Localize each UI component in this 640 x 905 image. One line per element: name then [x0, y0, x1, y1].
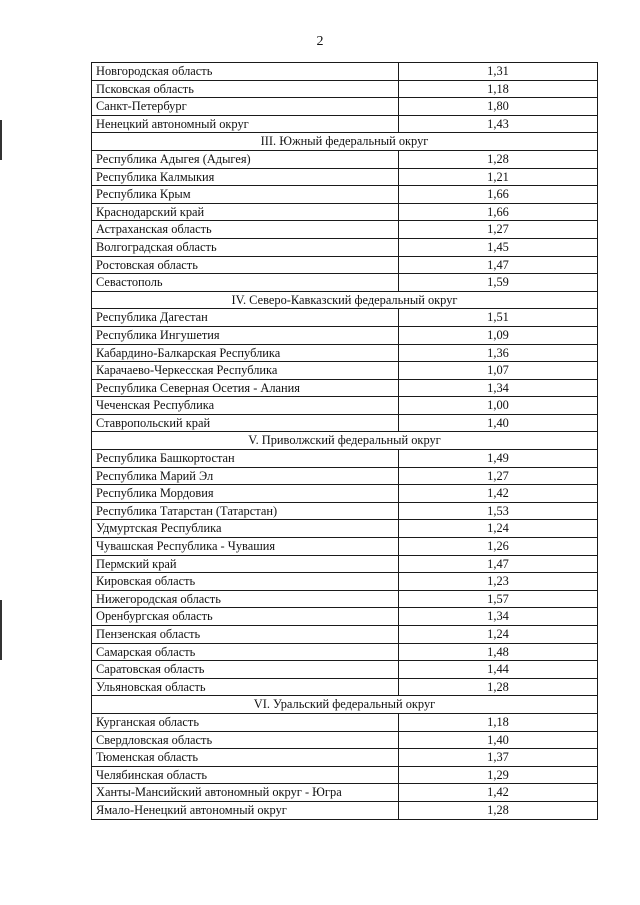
section-title: III. Южный федеральный округ: [92, 133, 598, 151]
table-row: [92, 661, 598, 679]
region-name-cell: Ненецкий автономный округ: [92, 115, 399, 133]
coefficient-value-cell: 1,49: [399, 450, 598, 468]
table-row: [92, 502, 598, 520]
table-row: [92, 150, 598, 168]
table-row: [92, 397, 598, 415]
table-row: [92, 485, 598, 503]
coefficient-value-cell: 1,57: [399, 590, 598, 608]
region-name-cell: Ханты-Мансийский автономный округ - Югра: [92, 784, 399, 802]
coefficient-table: [91, 62, 598, 820]
table-row: [92, 326, 598, 344]
table-row: [92, 573, 598, 591]
table-row: [92, 186, 598, 204]
region-name-cell: Ямало-Ненецкий автономный округ: [92, 801, 399, 819]
region-name-cell: Санкт-Петербург: [92, 98, 399, 116]
table-row: [92, 608, 598, 626]
table-row: [92, 98, 598, 116]
region-name-cell: Оренбургская область: [92, 608, 399, 626]
table-row: [92, 450, 598, 468]
region-name-cell: Ростовская область: [92, 256, 399, 274]
region-name-cell: Тюменская область: [92, 749, 399, 767]
table-row: [92, 467, 598, 485]
table-row: [92, 801, 598, 819]
coefficient-value-cell: 1,28: [399, 150, 598, 168]
region-name-cell: Республика Адыгея (Адыгея): [92, 150, 399, 168]
coefficient-value-cell: 1,26: [399, 538, 598, 556]
table-row: [92, 362, 598, 380]
region-name-cell: Новгородская область: [92, 63, 399, 81]
region-name-cell: Кировская область: [92, 573, 399, 591]
region-name-cell: Волгоградская область: [92, 238, 399, 256]
coefficient-value-cell: 1,47: [399, 555, 598, 573]
coefficient-value-cell: 1,42: [399, 784, 598, 802]
table-body: [92, 63, 598, 820]
table-row: [92, 784, 598, 802]
region-name-cell: Краснодарский край: [92, 203, 399, 221]
coefficient-value-cell: 1,34: [399, 379, 598, 397]
region-name-cell: Чеченская Республика: [92, 397, 399, 415]
table-row: [92, 344, 598, 362]
region-name-cell: Чувашская Республика - Чувашия: [92, 538, 399, 556]
coefficient-value-cell: 1,31: [399, 63, 598, 81]
coefficient-value-cell: 1,29: [399, 766, 598, 784]
coefficient-value-cell: 1,24: [399, 626, 598, 644]
region-name-cell: Челябинская область: [92, 766, 399, 784]
region-name-cell: Карачаево-Черкесская Республика: [92, 362, 399, 380]
region-name-cell: Республика Дагестан: [92, 309, 399, 327]
coefficient-value-cell: 1,24: [399, 520, 598, 538]
region-name-cell: Саратовская область: [92, 661, 399, 679]
region-name-cell: Псковская область: [92, 80, 399, 98]
region-name-cell: Республика Марий Эл: [92, 467, 399, 485]
region-name-cell: Пермский край: [92, 555, 399, 573]
coefficient-value-cell: 1,44: [399, 661, 598, 679]
section-header-row: [92, 291, 598, 309]
table-row: [92, 221, 598, 239]
coefficient-value-cell: 1,45: [399, 238, 598, 256]
coefficient-value-cell: 1,34: [399, 608, 598, 626]
region-name-cell: Нижегородская область: [92, 590, 399, 608]
scan-edge-mark: [0, 600, 2, 660]
coefficient-value-cell: 1,48: [399, 643, 598, 661]
coefficient-value-cell: 1,28: [399, 801, 598, 819]
table-row: [92, 203, 598, 221]
region-name-cell: Ставропольский край: [92, 414, 399, 432]
table-row: [92, 309, 598, 327]
table-row: [92, 115, 598, 133]
region-name-cell: Республика Калмыкия: [92, 168, 399, 186]
coefficient-value-cell: 1,40: [399, 414, 598, 432]
table-row: [92, 168, 598, 186]
coefficient-value-cell: 1,18: [399, 80, 598, 98]
coefficient-value-cell: 1,40: [399, 731, 598, 749]
coefficient-value-cell: 1,09: [399, 326, 598, 344]
region-name-cell: Ульяновская область: [92, 678, 399, 696]
table-row: [92, 256, 598, 274]
region-name-cell: Республика Ингушетия: [92, 326, 399, 344]
page-number: 2: [316, 34, 324, 49]
region-name-cell: Удмуртская Республика: [92, 520, 399, 538]
table-row: [92, 63, 598, 81]
region-name-cell: Республика Северная Осетия - Алания: [92, 379, 399, 397]
scan-edge-mark: [0, 120, 2, 160]
region-name-cell: Пензенская область: [92, 626, 399, 644]
coefficient-table-container: [91, 62, 598, 820]
coefficient-value-cell: 1,36: [399, 344, 598, 362]
region-name-cell: Республика Татарстан (Татарстан): [92, 502, 399, 520]
table-row: [92, 555, 598, 573]
table-row: [92, 731, 598, 749]
table-row: [92, 274, 598, 292]
section-title: VI. Уральский федеральный округ: [92, 696, 598, 714]
coefficient-value-cell: 1,66: [399, 203, 598, 221]
coefficient-value-cell: 1,28: [399, 678, 598, 696]
table-row: [92, 749, 598, 767]
table-row: [92, 379, 598, 397]
section-title: IV. Северо-Кавказский федеральный округ: [92, 291, 598, 309]
section-header-row: [92, 133, 598, 151]
table-row: [92, 538, 598, 556]
table-row: [92, 626, 598, 644]
table-row: [92, 590, 598, 608]
coefficient-value-cell: 1,66: [399, 186, 598, 204]
coefficient-value-cell: 1,21: [399, 168, 598, 186]
coefficient-value-cell: 1,18: [399, 713, 598, 731]
region-name-cell: Астраханская область: [92, 221, 399, 239]
table-row: [92, 414, 598, 432]
coefficient-value-cell: 1,07: [399, 362, 598, 380]
coefficient-value-cell: 1,59: [399, 274, 598, 292]
table-row: [92, 520, 598, 538]
section-header-row: [92, 696, 598, 714]
section-header-row: [92, 432, 598, 450]
coefficient-value-cell: 1,23: [399, 573, 598, 591]
coefficient-value-cell: 1,42: [399, 485, 598, 503]
region-name-cell: Свердловская область: [92, 731, 399, 749]
section-title: V. Приволжский федеральный округ: [92, 432, 598, 450]
region-name-cell: Курганская область: [92, 713, 399, 731]
table-row: [92, 713, 598, 731]
coefficient-value-cell: 1,80: [399, 98, 598, 116]
coefficient-value-cell: 1,51: [399, 309, 598, 327]
table-row: [92, 766, 598, 784]
coefficient-value-cell: 1,27: [399, 221, 598, 239]
coefficient-value-cell: 1,37: [399, 749, 598, 767]
region-name-cell: Севастополь: [92, 274, 399, 292]
coefficient-value-cell: 1,53: [399, 502, 598, 520]
coefficient-value-cell: 1,43: [399, 115, 598, 133]
coefficient-value-cell: 1,47: [399, 256, 598, 274]
region-name-cell: Кабардино-Балкарская Республика: [92, 344, 399, 362]
coefficient-value-cell: 1,27: [399, 467, 598, 485]
table-row: [92, 80, 598, 98]
table-row: [92, 643, 598, 661]
coefficient-value-cell: 1,00: [399, 397, 598, 415]
region-name-cell: Республика Башкортостан: [92, 450, 399, 468]
region-name-cell: Республика Крым: [92, 186, 399, 204]
table-row: [92, 678, 598, 696]
region-name-cell: Самарская область: [92, 643, 399, 661]
table-row: [92, 238, 598, 256]
region-name-cell: Республика Мордовия: [92, 485, 399, 503]
